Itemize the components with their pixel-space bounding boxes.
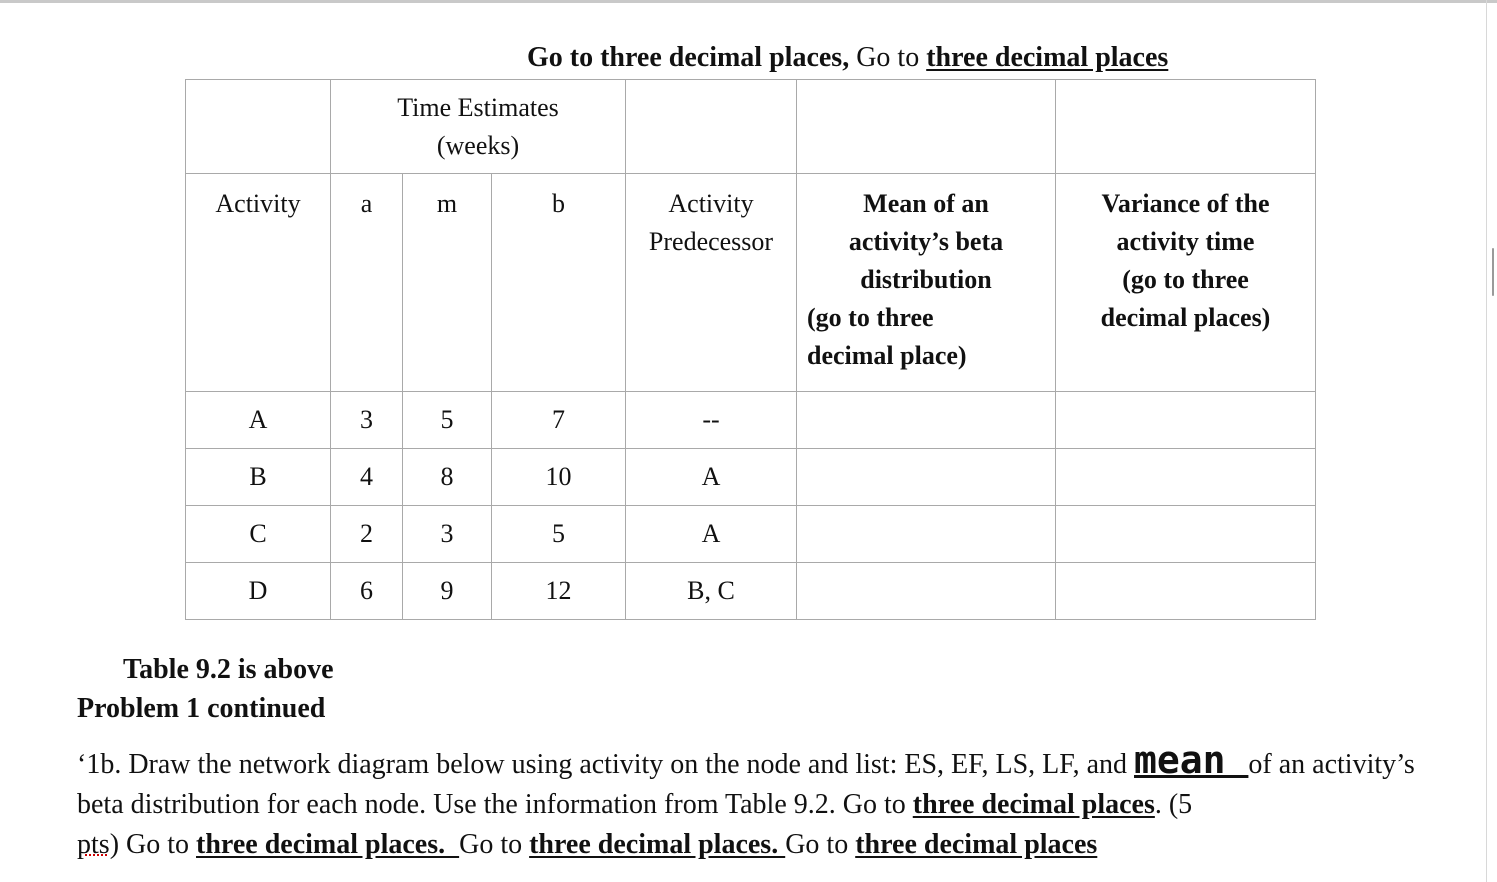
empty-cell <box>626 80 797 174</box>
cell-m: 9 <box>403 563 492 620</box>
mean-line1: Mean of an <box>863 189 989 218</box>
underlined-phrase-3: three decimal places. <box>529 829 786 860</box>
var-line2: activity time <box>1116 227 1255 256</box>
cell-mean[interactable] <box>797 392 1056 449</box>
cell-a: 4 <box>331 449 403 506</box>
heading-underlined-part: three decimal places <box>926 42 1169 73</box>
table-row <box>186 563 1316 620</box>
cell-activity: B <box>186 449 331 506</box>
time-estimates-label: Time Estimates <box>397 92 559 122</box>
empty-cell <box>1056 80 1316 174</box>
cell-variance[interactable] <box>1056 449 1316 506</box>
mean-line5: decimal place) <box>807 341 967 370</box>
mean-line2: activity’s beta <box>848 227 1004 256</box>
col-predecessor <box>626 174 797 392</box>
col-a: a <box>331 174 403 392</box>
cell-a: 6 <box>331 563 403 620</box>
mean-line4: (go to three <box>807 303 934 332</box>
table-9-2 <box>185 79 1316 620</box>
pred-line2: Predecessor <box>648 227 774 256</box>
cell-variance[interactable] <box>1056 563 1316 620</box>
col-variance <box>1056 174 1316 392</box>
mean-line3: distribution <box>860 265 992 294</box>
cell-predecessor: A <box>626 506 797 563</box>
pred-line1: Activity <box>668 189 754 218</box>
cell-mean[interactable] <box>797 563 1056 620</box>
cell-b: 12 <box>492 563 626 620</box>
para-text-5: Go to <box>459 829 530 860</box>
para-text-4: ) Go to <box>109 829 197 860</box>
cell-predecessor: -- <box>626 392 797 449</box>
col-mean <box>797 174 1056 392</box>
col-activity: Activity <box>186 174 331 392</box>
cell-a: 3 <box>331 392 403 449</box>
para-text-3: . (5 <box>1154 789 1193 820</box>
time-estimates-header <box>331 80 626 174</box>
col-m: m <box>403 174 492 392</box>
var-line1: Variance of the <box>1101 189 1270 218</box>
cell-activity: D <box>186 563 331 620</box>
table-row <box>186 449 1316 506</box>
underlined-phrase-2: three decimal places. <box>196 829 460 860</box>
mean-word: mean <box>1134 738 1249 782</box>
empty-cell <box>186 80 331 174</box>
table-row <box>186 392 1316 449</box>
cell-b: 7 <box>492 392 626 449</box>
problem-paragraph <box>77 740 1447 865</box>
table-caption: Table 9.2 is above <box>123 654 334 685</box>
instruction-heading <box>527 42 1168 74</box>
window-top-border <box>0 0 1497 3</box>
empty-cell <box>797 80 1056 174</box>
pts-word: pts <box>77 829 110 860</box>
var-line3: (go to three <box>1122 265 1249 294</box>
cell-activity: C <box>186 506 331 563</box>
cell-predecessor: A <box>626 449 797 506</box>
weeks-label: (weeks) <box>436 130 520 160</box>
cell-b: 5 <box>492 506 626 563</box>
para-text-6: Go to <box>785 829 856 860</box>
underlined-phrase-1: three decimal places <box>912 789 1155 820</box>
cell-a: 2 <box>331 506 403 563</box>
cell-m: 8 <box>403 449 492 506</box>
col-b: b <box>492 174 626 392</box>
scrollbar-thumb[interactable] <box>1492 248 1494 296</box>
table-row <box>186 506 1316 563</box>
cell-m: 3 <box>403 506 492 563</box>
cell-mean[interactable] <box>797 449 1056 506</box>
cell-predecessor: B, C <box>626 563 797 620</box>
cell-mean[interactable] <box>797 506 1056 563</box>
page-right-edge <box>1486 0 1487 882</box>
problem-title: Problem 1 continued <box>77 693 326 724</box>
para-text-1: ‘1b. Draw the network diagram below using activity on the node and list: ES, EF, LS, LF, and <box>77 749 1135 780</box>
underlined-phrase-4: three decimal places <box>855 829 1098 860</box>
heading-plain-part: Go to <box>849 42 927 73</box>
cell-m: 5 <box>403 392 492 449</box>
heading-bold-part: Go to three decimal places, <box>527 42 850 73</box>
var-line4: decimal places) <box>1100 303 1271 332</box>
cell-b: 10 <box>492 449 626 506</box>
cell-activity: A <box>186 392 331 449</box>
table-header-row <box>186 80 1316 174</box>
cell-variance[interactable] <box>1056 392 1316 449</box>
column-header-row <box>186 174 1316 392</box>
cell-variance[interactable] <box>1056 506 1316 563</box>
para-text-2: of an activity’s beta distribution for each node. Use the information from Table 9.2. Go to <box>77 749 1415 820</box>
